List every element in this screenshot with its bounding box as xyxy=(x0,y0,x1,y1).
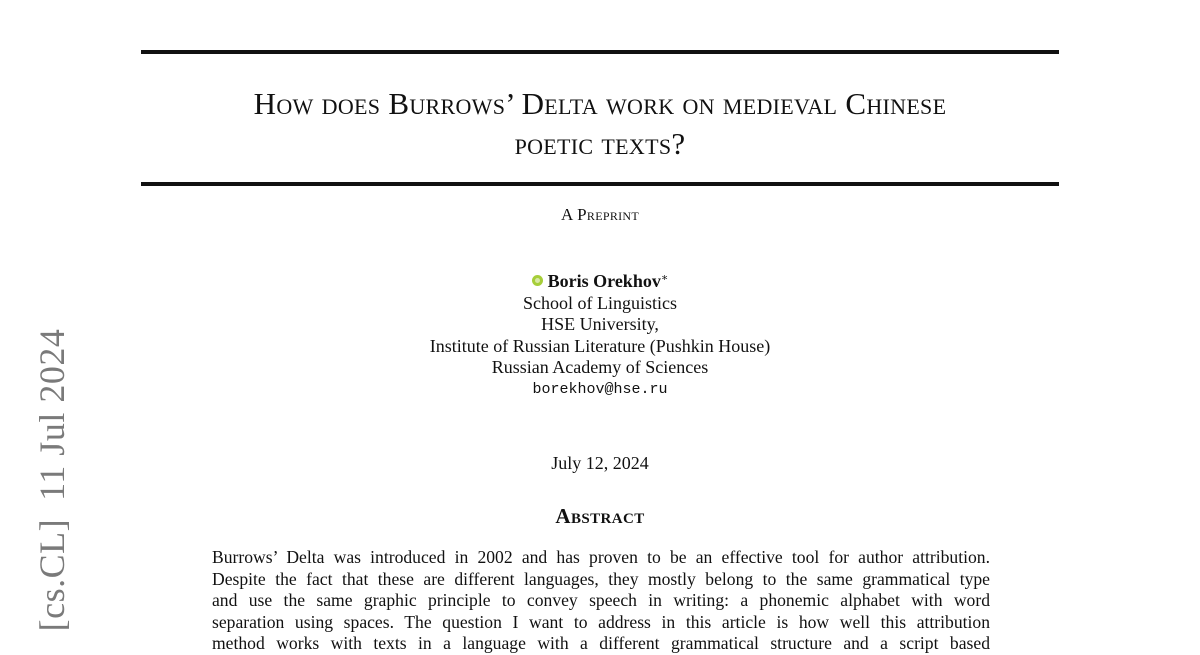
abstract-line: separation using spaces. The question I want to address in this article is how well this attribution xyxy=(212,611,990,632)
title-rule-bottom xyxy=(141,182,1059,186)
abstract-line: method works with texts in a language with a different grammatical structure and a script based xyxy=(212,633,990,653)
abstract-body xyxy=(212,547,990,655)
arxiv-stamp-category: [cs.CL] xyxy=(32,518,72,632)
affiliation-line: School of Linguistics xyxy=(523,292,677,313)
arxiv-stamp xyxy=(31,329,73,632)
orcid-icon[interactable] xyxy=(532,275,543,286)
paper-title-line-2: poetic texts? xyxy=(514,126,686,161)
affiliation-line: Institute of Russian Literature (Pushkin House) xyxy=(429,335,771,356)
affiliation-line: Russian Academy of Sciences xyxy=(491,357,709,377)
author-footnote-mark: ∗ xyxy=(660,272,669,284)
affiliation-line: HSE University, xyxy=(541,314,659,334)
author-block xyxy=(0,268,1200,400)
abstract-line: and use the same graphic principle to convey speech in writing: a phonemic alphabet with word xyxy=(212,590,990,610)
paper-title-line-1: How does Burrows’ Delta work on medieval Chinese xyxy=(253,86,947,121)
preprint-label: A Preprint xyxy=(560,205,640,224)
paper-date: July 12, 2024 xyxy=(551,453,649,473)
paper-title xyxy=(141,84,1059,164)
author-name: Boris Orekhov xyxy=(547,271,661,291)
author-email[interactable]: borekhov@hse.ru xyxy=(532,380,668,398)
arxiv-stamp-date: 11 Jul 2024 xyxy=(32,328,72,501)
title-rule-top xyxy=(141,50,1059,54)
abstract-heading: Abstract xyxy=(555,504,645,528)
author-line xyxy=(0,268,1200,293)
abstract-line: Burrows’ Delta was introduced in 2002 and has proven to be an effective tool for author attribution. xyxy=(212,547,990,567)
abstract-line: Despite the fact that these are different languages, they mostly belong to the same grammatical type xyxy=(212,568,990,589)
